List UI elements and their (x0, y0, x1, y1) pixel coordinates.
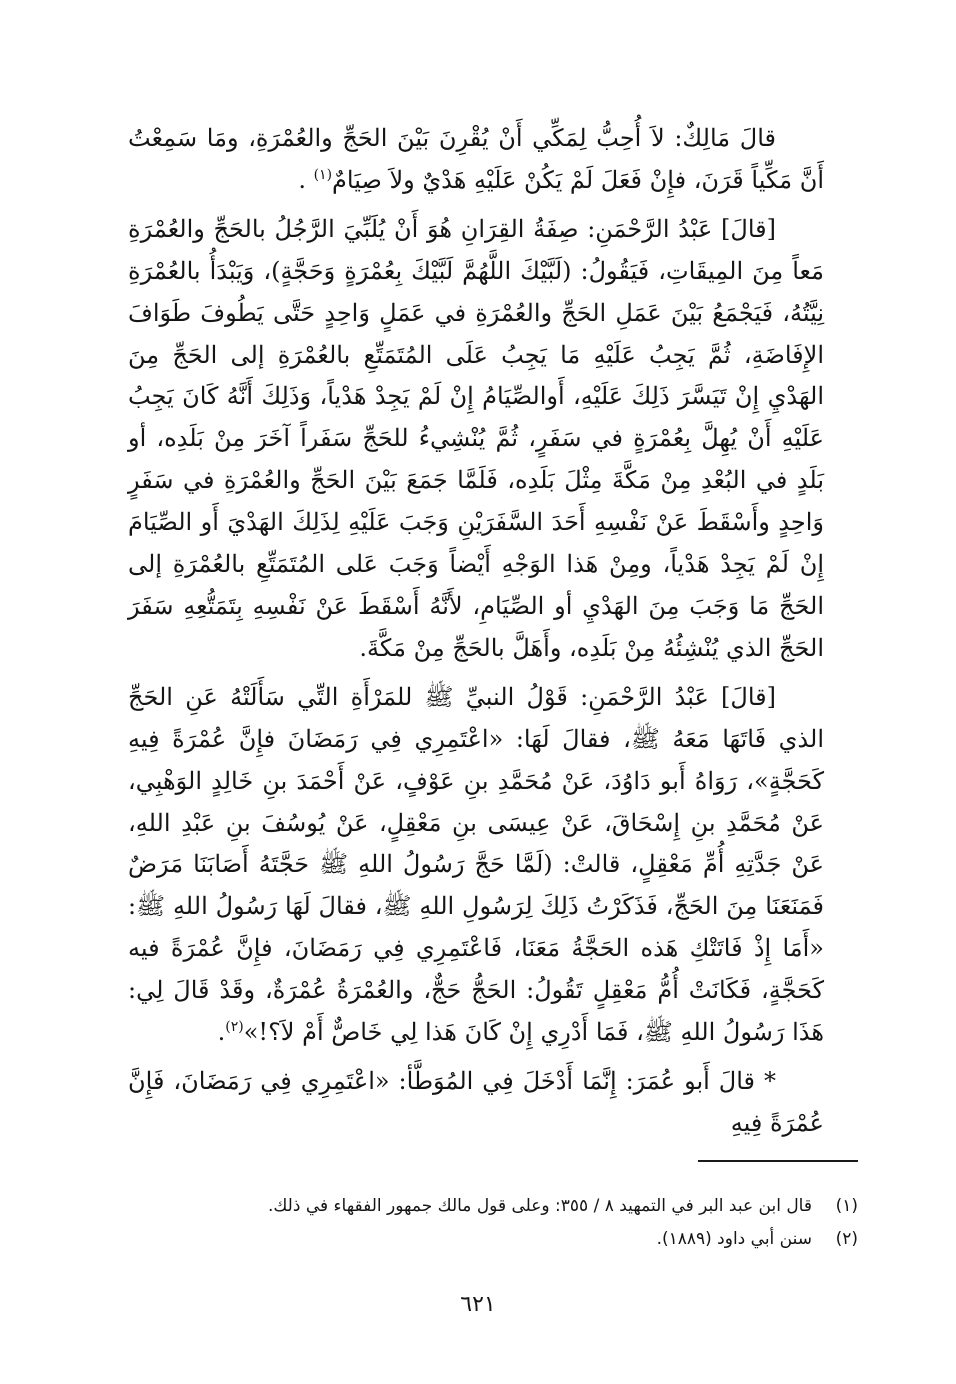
footnote-item (160, 1223, 858, 1256)
footnote-reference[interactable]: (٢) (225, 1019, 244, 1036)
paragraph-text: * قالَ أَبو عُمَرَ: إِنَّمَا أَدْخَلَ فِي المُوَطَّأ: «اعْتَمِرِي فِي رَمَضَانَ، فَإِنَّ عُمْرَةً فِيهِ (128, 1066, 824, 1137)
paragraph-text: قالَ مَالِكٌ: لاَ أُحِبُّ لِمَكِّي أَنْ يُقْرِنَ بَيْنَ الحَجِّ والعُمْرَةِ، ومَا سَمِعْتُ أَنَّ مَكِّياً قَرَنَ، فإِنْ فَعَلَ لَمْ يَكُنْ عَلَيْهِ هَدْيٌ ولاَ صِيَامٌ (128, 124, 824, 194)
footnote-reference[interactable]: (١) (313, 166, 333, 183)
footnote-text: قال ابن عبد البر في التمهيد ٨ / ٣٥٥: وعلى قول مالك جمهور الفقهاء في ذلك. (267, 1196, 812, 1216)
paragraph-abu-umar (128, 1061, 824, 1145)
footnote-number: (١) (835, 1196, 858, 1216)
footnote-item (160, 1190, 858, 1223)
paragraph-umm-maqil (128, 677, 824, 1054)
footnotes (160, 1190, 858, 1256)
paragraph-text: [قالَ] عَبْدُ الرَّحْمَنِ: قَوْلُ النبيِّ ﷺ للمَرْأَةِ التِّي سَأَلَتْهُ عَنِ الحَجِّ الذي فَاتَهَا مَعَهُ ﷺ، فقالَ لَهَا: «اعْتَمِرِي فِي رَمَضَانَ فإِنَّ عُمْرَةً فِيهِ كَحَجَّةٍ»، رَوَاهُ أَبو دَاوُدَ، عَنْ مُحَمَّدِ بنِ عَوْفٍ، عَنْ أَحْمَدَ بنِ خَالِدٍ الوَهْبِي، عَنْ مُحَمَّدِ بنِ إِسْحَاقَ، عَنْ عِيسَى بنِ مَعْقِلٍ، عَنْ يُوسُفَ بنِ عَبْدِ اللهِ، عَنْ جَدَّتِهِ أُمِّ مَعْقِلٍ، قالتْ: (لَمَّا حَجَّ رَسُولُ اللهِ ﷺ حَجَّتَهُ أَصَابَنَا مَرَضٌ فَمَنَعَنَا مِنَ الحَجِّ، فَذَكَرْتُ ذَلِكَ لِرَسُولِ اللهِ ﷺ، فقالَ لَهَا رَسُولُ اللهِ ﷺ: «أَمَا إِذْ فَاتَتْكِ هَذه الحَجَّةُ مَعَنَا، فَاعْتَمِرِي فِي رَمَضَانَ، فإِنَّ عُمْرَةً فيه كَحَجَّةٍ، فَكَانَتْ أُمُّ مَعْقِلٍ تَقُولُ: الحَجُّ حَجٌّ، والعُمْرَةُ عُمْرَةٌ، وقَدْ قَالَ لِي: هَذَا رَسُولُ اللهِ ﷺ، فَمَا أَدْرِي إِنْ كَانَ هَذا لِي خَاصٌّ أَمْ لاَ؟!» (128, 682, 824, 1047)
footnote-number: (٢) (835, 1229, 858, 1249)
paragraph-tail: . (217, 1018, 226, 1047)
paragraph-tail: . (298, 165, 314, 194)
paragraph-text: [قالَ] عَبْدُ الرَّحْمَنِ: صِفَةُ القِرَانِ هُوَ أَنْ يُلَبِّيَ الرَّجُلُ بالحَجِّ والعُمْرَةِ مَعاً مِنَ المِيقَاتِ، فَيَقُولُ: (لَبَّيْكَ اللَّهُمَّ لَبَّيْكَ بِعُمْرَةٍ وَحَجَّةٍ)، وَيَبْدَأُ بالعُمْرَةِ نِيَّتُهُ، فَيَجْمَعُ بَيْنَ عَمَلِ الحَجِّ والعُمْرَةِ في عَمَلٍ وَاحِدٍ حَتَّى يَطُوفَ طَوَافَ الإِفَاضَةِ، ثُمَّ يَجِبُ عَلَيْهِ مَا يَجِبُ عَلَى المُتَمَتِّعِ بالعُمْرَةِ إلى الحَجِّ مِنَ الهَدْيِ إِنْ تَيَسَّرَ ذَلِكَ عَلَيْهِ، أَوالصِّيَامُ إِنْ لَمْ يَجِدْ هَدْياً، وَذَلِكَ أَنَّهُ كَانَ يَجِبُ عَلَيْهِ أَنْ يُهِلَّ بِعُمْرَةٍ في سَفَرٍ، ثُمَّ يُنْشِيءُ للحَجِّ سَفَراً آخَرَ مِنْ بَلَدِه، أو بَلَدٍ في البُعْدِ مِنْ مَكَّةَ مِثْلَ بَلَدِه، فَلَمَّا جَمَعَ بَيْنَ الحَجِّ والعُمْرَةِ في سَفَرٍ وَاحِدٍ وأَسْقَطَ عَنْ نَفْسِهِ أَحَدَ السَّفَرَيْنِ وَجَبَ عَلَيْهِ لِذَلِكَ الهَدْيَ أَو الصِّيَامَ إِنْ لَمْ يَجِدْ هَدْياً، ومِنْ هَذا الوَجْهِ أَيْضاً وَجَبَ عَلى المُتَمَتِّعِ بالعُمْرَةِ إلى الحَجِّ مَا وَجَبَ مِنَ الهَدْيِ أو الصِّيَامِ، لأَنَّهُ أَسْقَطَ عَنْ نَفْسِهِ بِتَمَتُّعِهِ سَفَرَ الحَجِّ الذي يُنْشِئُهُ مِنْ بَلَدِه، وأَهَلَّ بالحَجِّ مِنْ مَكَّةَ. (128, 214, 824, 662)
main-text (128, 118, 824, 1145)
footnote-text: سنن أبي داود (١٨٨٩). (656, 1229, 812, 1249)
paragraph-malik (128, 118, 824, 202)
paragraph-qiran (128, 209, 824, 670)
page-number: ٦٢١ (460, 1292, 496, 1317)
footnote-separator (698, 1160, 858, 1162)
